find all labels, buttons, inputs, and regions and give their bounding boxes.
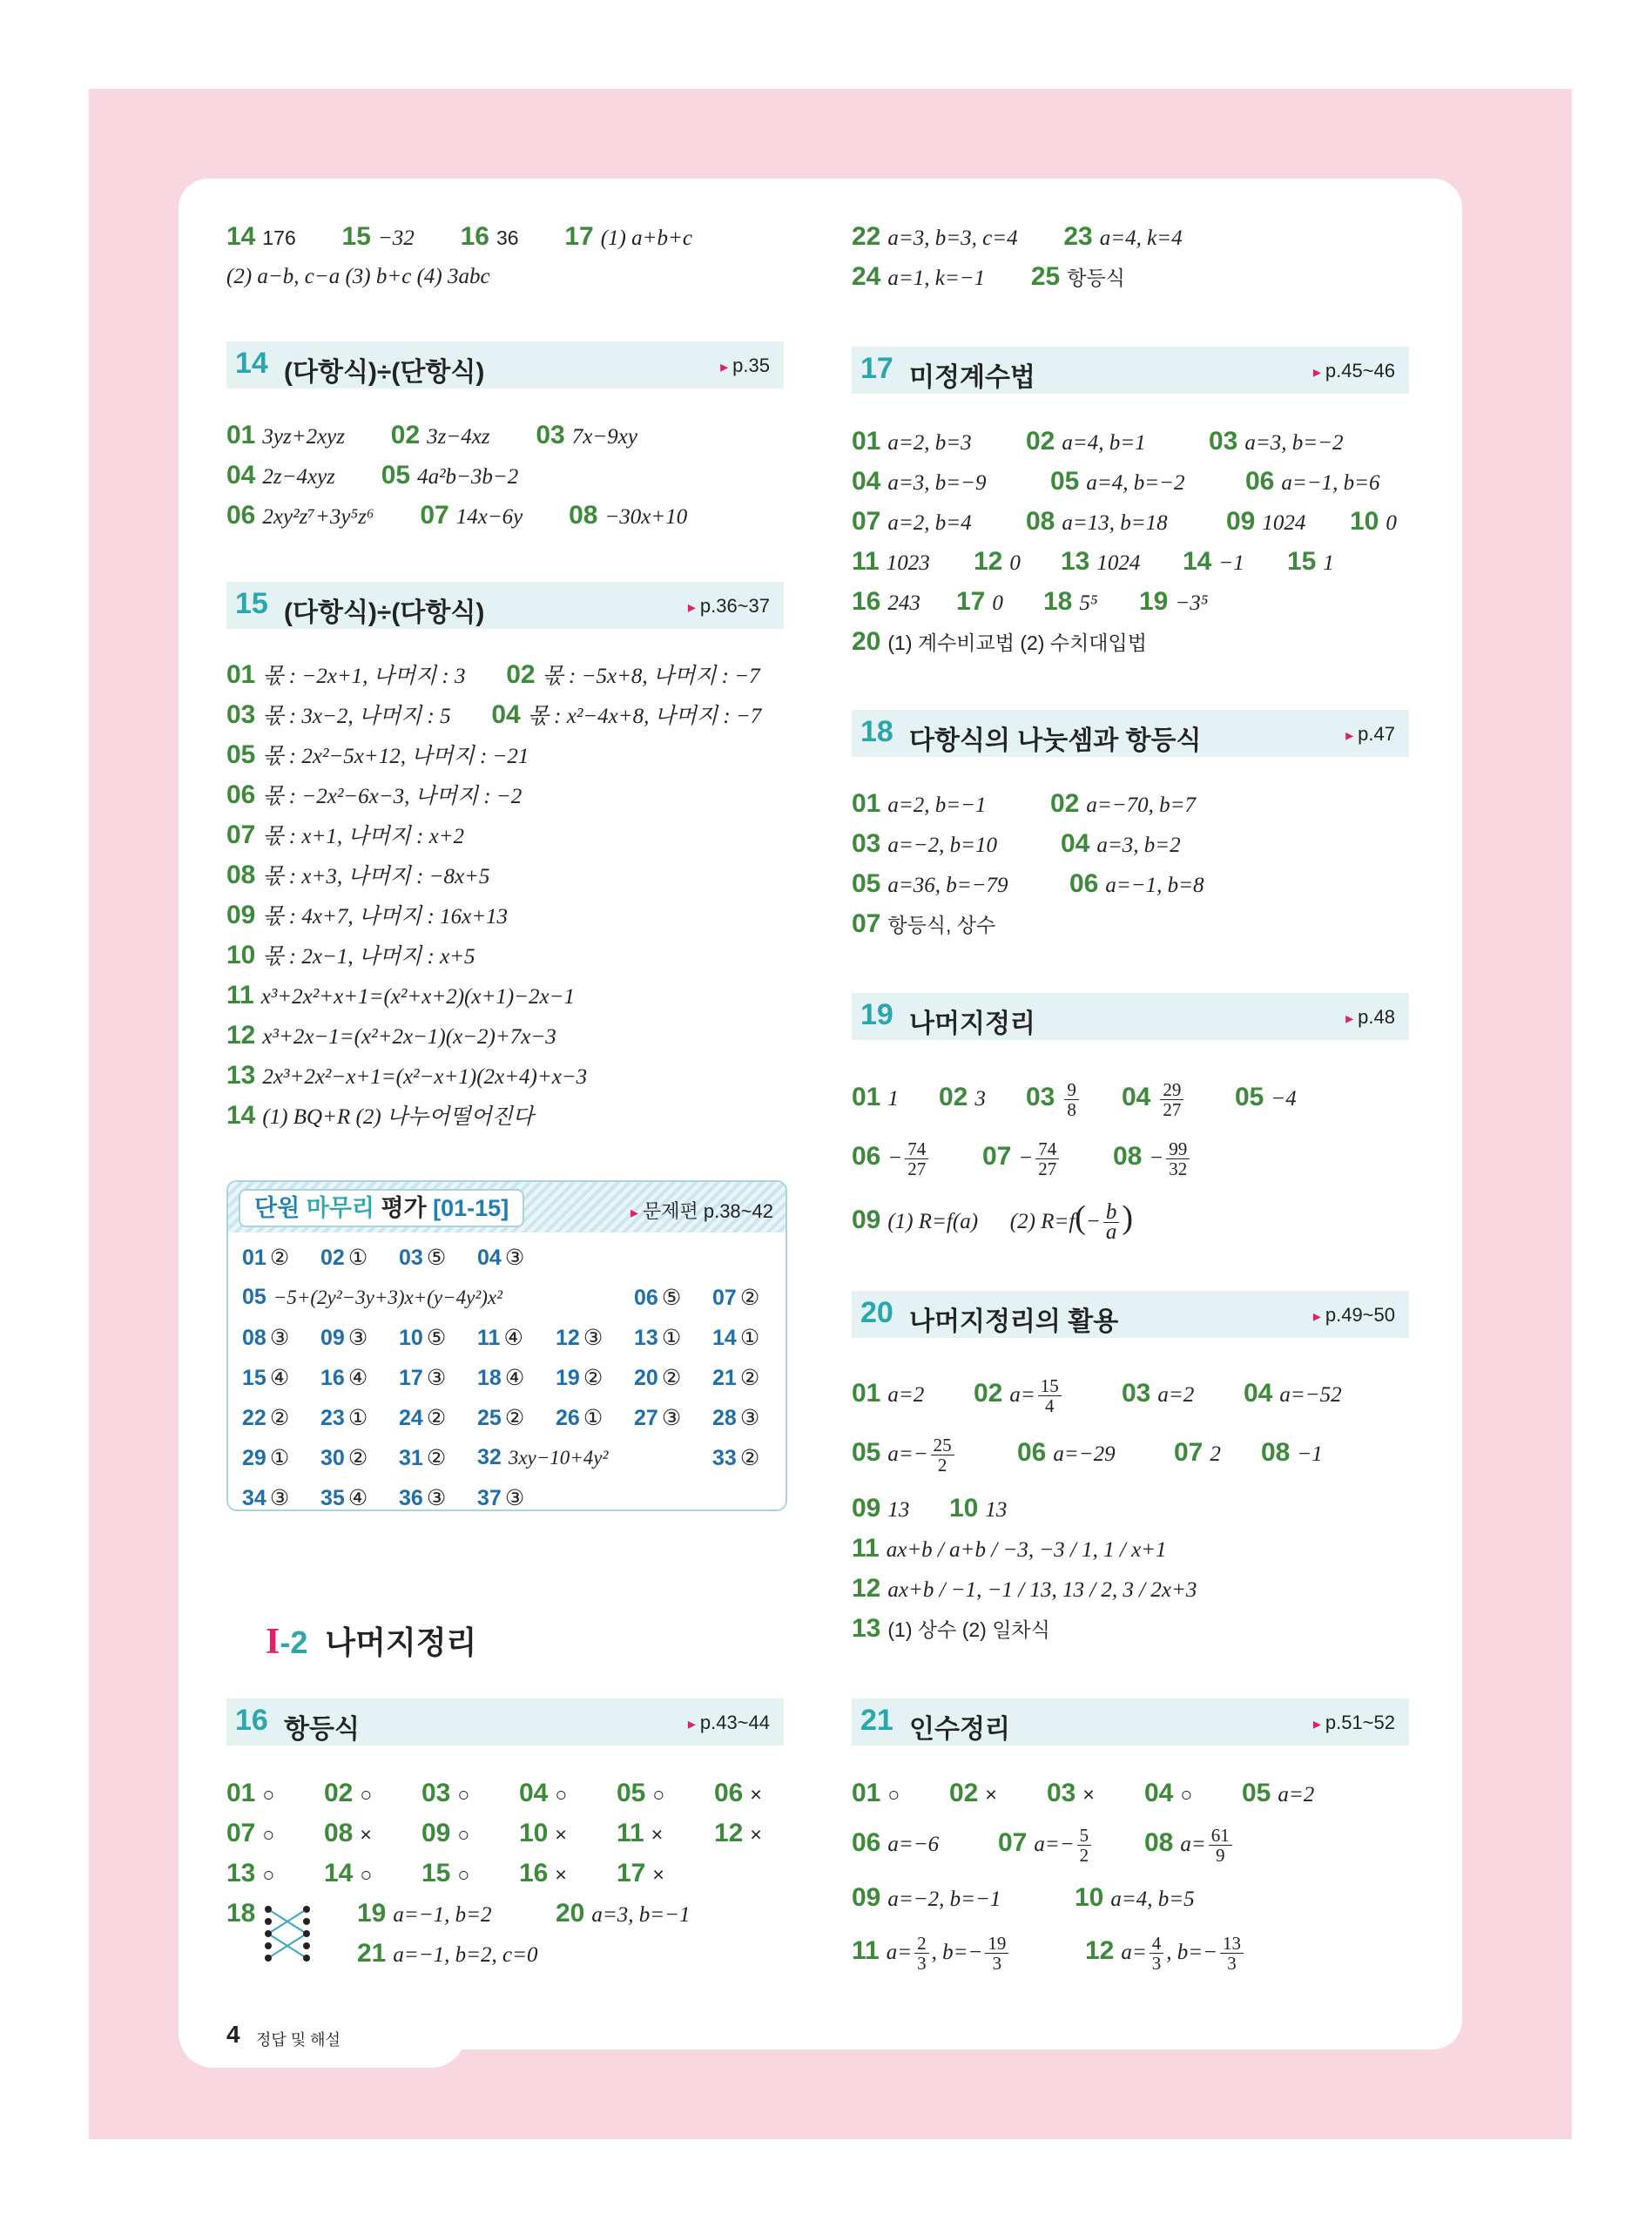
answer-item: 20 a=3, b=−1 (556, 1899, 691, 1928)
answer-row: (2) a−b, c−a (3) b+c (4) 3abc (226, 265, 490, 288)
review-item: 23 ① (320, 1406, 368, 1430)
review-item: 13 ① (634, 1326, 682, 1350)
review-item: 15 ④ (242, 1366, 290, 1390)
review-item: 20 ② (634, 1366, 682, 1390)
review-item: 04 ③ (477, 1246, 525, 1270)
review-item: 22 ② (242, 1406, 290, 1430)
answer-item: 08 × (324, 1819, 372, 1847)
answer-item: 09 ○ (421, 1819, 470, 1847)
review-item: 30 ② (320, 1446, 368, 1470)
answer-item: 01 ○ (226, 1779, 275, 1807)
answer-row: 06 2xy²z⁷+3y⁵z⁶ 07 14x−6y 08 −30x+10 (226, 501, 688, 530)
answer-item: 07 ○ (226, 1819, 275, 1847)
answer-row: 11 x³+2x²+x+1=(x²+x+2)(x+1)−2x−1 (226, 981, 576, 1010)
review-item: 11 ④ (477, 1326, 523, 1350)
review-item: 14 ① (712, 1326, 760, 1350)
unit-title: I-2 나머지정리 (266, 1622, 477, 1662)
answer-item: 15 ○ (421, 1859, 470, 1887)
review-item: 36 ③ (399, 1486, 447, 1510)
review-item: 01 ② (242, 1246, 290, 1270)
review-item: 26 ① (556, 1406, 603, 1430)
review-item: 18 ④ (477, 1366, 525, 1390)
review-item: 10 ⑤ (399, 1326, 447, 1350)
review-item: 25 ② (477, 1406, 525, 1430)
answer-item: 02 ○ (324, 1779, 373, 1807)
answer-row: 07 항등식, 상수 (852, 909, 996, 938)
answer-row: 12 x³+2x−1=(x²+2x−1)(x−2)+7x−3 (226, 1021, 556, 1050)
review-item: 02 ① (320, 1246, 368, 1270)
answer-row: 14 176 15 −32 16 36 17 (1) a+b+c (226, 222, 692, 251)
section-header-19: 19 나머지정리 ▸ p.48 (852, 993, 1409, 1040)
review-item: 32 3xy−10+4y² (477, 1445, 609, 1469)
review-item: 07 ② (712, 1286, 760, 1310)
review-item: 08 ③ (242, 1326, 290, 1350)
answer-item: 06 × (714, 1779, 762, 1807)
review-header (228, 1182, 786, 1232)
review-item: 09 ③ (320, 1326, 368, 1350)
review-item: 17 ③ (399, 1366, 447, 1390)
answer-row: 07 몫 : x+1, 나머지 : x+2 (226, 820, 465, 849)
page-number: 4 (226, 2021, 240, 2048)
answer-item: 11 × (617, 1819, 664, 1847)
answer-item: 14 ○ (324, 1859, 373, 1887)
answer-row: 05 몫 : 2x²−5x+12, 나머지 : −21 (226, 740, 529, 769)
answer-row: 09 (1) R=f(a) (2) R=f(− $\frac{b}{a}$ ) (852, 1199, 1133, 1245)
review-item: 35 ④ (320, 1486, 368, 1510)
answer-item: 18 (226, 1899, 256, 1928)
review-item: 37 ③ (477, 1486, 525, 1510)
answer-row: 01 몫 : −2x+1, 나머지 : 3 02 몫 : −5x+8, 나머지 : −7 (226, 660, 760, 689)
review-item: 29 ① (242, 1446, 290, 1470)
section-header-20: 20 나머지정리의 활용 ▸ p.49~50 (852, 1291, 1409, 1338)
review-page-ref: ▸ 문제편 p.38~42 (630, 1197, 773, 1224)
answer-row: 24 a=1, k=−1 25 항등식 (852, 262, 1125, 291)
section-header-16: 16 항등식 ▸ p.43~44 (226, 1698, 784, 1746)
answer-row: 03 몫 : 3x−2, 나머지 : 5 04 몫 : x²−4x+8, 나머지 : −7 (226, 700, 762, 729)
review-item: 06 ⑤ (634, 1286, 682, 1310)
review-title: 단원 마무리 평가 [01-15] (239, 1189, 524, 1227)
answer-row: 08 몫 : x+3, 나머지 : −8x+5 (226, 861, 490, 889)
review-item: 21 ② (712, 1366, 760, 1390)
review-item: 33 ② (712, 1446, 760, 1470)
section-header-17: 17 미정계수법 ▸ p.45~46 (852, 347, 1409, 394)
review-item: 19 ② (556, 1366, 603, 1390)
answer-row: 11 ax+b / a+b / −3, −3 / 1, 1 / x+1 (852, 1534, 1167, 1563)
answer-item: 19 a=−1, b=2 (357, 1899, 492, 1928)
review-item: 03 ⑤ (399, 1246, 447, 1270)
answer-item: 10 × (519, 1819, 567, 1847)
answer-row: 13 2x³+2x²−x+1=(x²−x+1)(2x+4)+x−3 (226, 1061, 588, 1090)
answer-row: 09 몫 : 4x+7, 나머지 : 16x+13 (226, 901, 509, 929)
answer-row: 01 3yz+2xyz 02 3z−4xz 03 7x−9xy (226, 421, 637, 449)
answer-row: 14 (1) BQ+R (2) 나누어떨어진다 (226, 1101, 534, 1130)
review-item: 24 ② (399, 1406, 447, 1430)
answer-item: 13 ○ (226, 1859, 275, 1887)
answer-row: 12 ax+b / −1, −1 / 13, 13 / 2, 3 / 2x+3 (852, 1574, 1197, 1603)
answer-row: 10 몫 : 2x−1, 나머지 : x+5 (226, 941, 475, 969)
unit-review-box (226, 1180, 787, 1511)
answer-row: 13 (1) 상수 (2) 일차식 (852, 1614, 1050, 1643)
answer-row: 04 2z−4xyz 05 4a²b−3b−2 (226, 461, 519, 490)
review-item: 16 ④ (320, 1366, 368, 1390)
section-header-15: 15 (다항식)÷(다항식) ▸ p.36~37 (226, 582, 784, 629)
matching-diagram (261, 1899, 314, 1969)
review-item: 28 ③ (712, 1406, 760, 1430)
review-item: 31 ② (399, 1446, 447, 1470)
answer-item: 03 ○ (421, 1779, 470, 1807)
answer-item: 12 × (714, 1819, 762, 1847)
page-footer-text: 정답 및 해설 (256, 2031, 341, 2049)
section-header-14: 14 (다항식)÷(단항식) ▸ p.35 (226, 341, 784, 388)
answer-row: 20 (1) 계수비교법 (2) 수치대입법 (852, 627, 1147, 656)
review-item: 12 ③ (556, 1326, 603, 1350)
answer-item: 04 ○ (519, 1779, 568, 1807)
answer-item: 16 × (519, 1859, 567, 1887)
answer-item: 05 ○ (617, 1779, 665, 1807)
answer-item: 17 × (617, 1859, 664, 1887)
answer-row: 06 몫 : −2x²−6x−3, 나머지 : −2 (226, 780, 523, 809)
section-header-18: 18 다항식의 나눗셈과 항등식 ▸ p.47 (852, 710, 1409, 757)
answer-row: 22 a=3, b=3, c=4 23 a=4, k=4 (852, 222, 1183, 251)
section-header-21: 21 인수정리 ▸ p.51~52 (852, 1698, 1409, 1746)
review-item: 34 ③ (242, 1486, 290, 1510)
review-item: 27 ③ (634, 1406, 682, 1430)
review-item: 05 −5+(2y²−3y+3)x+(y−4y²)x² (242, 1285, 503, 1309)
answer-item: 21 a=−1, b=2, c=0 (357, 1939, 538, 1968)
